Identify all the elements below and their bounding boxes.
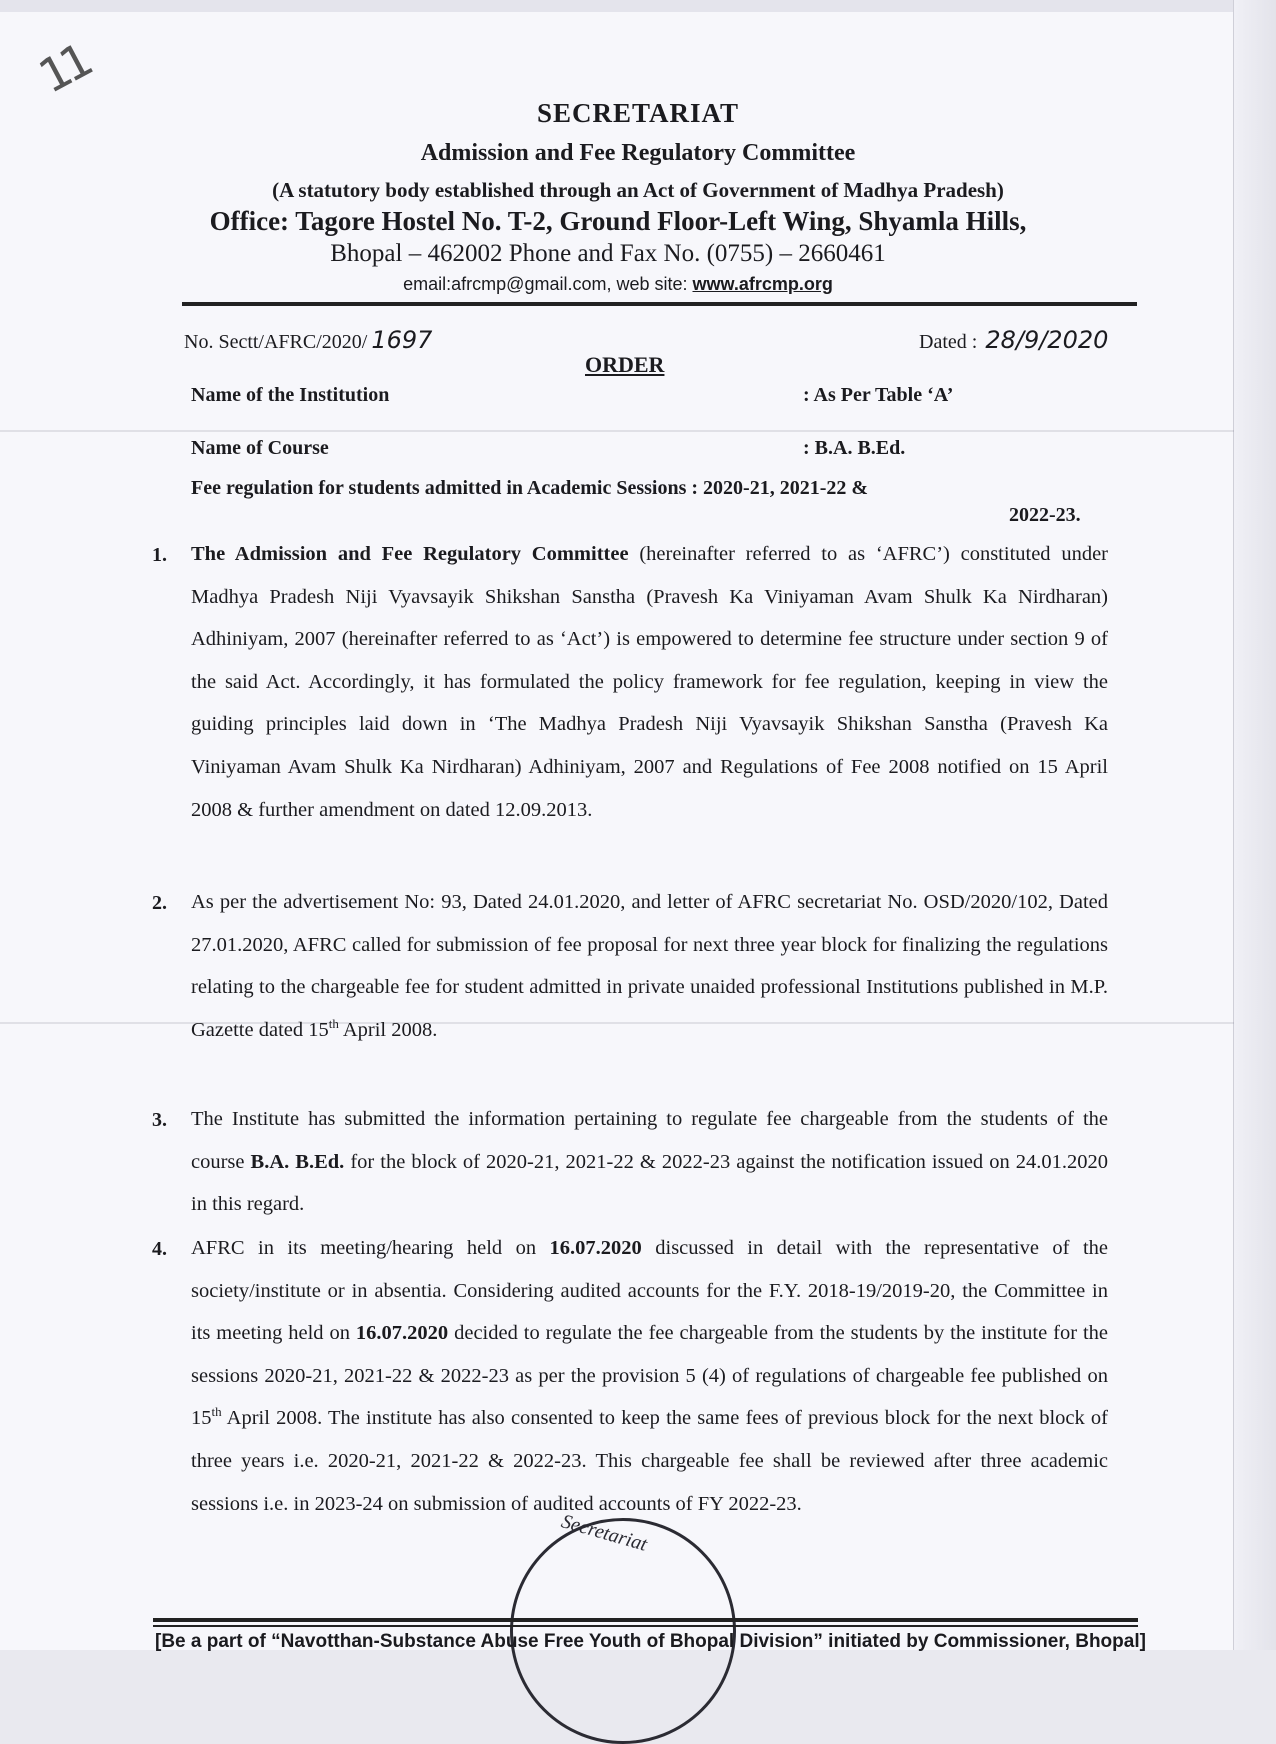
footer-rule-thin <box>153 1625 1138 1627</box>
contact-line <box>0 274 1256 295</box>
paragraph-1-lead: The Admission and Fee Regulatory Committee <box>191 543 629 565</box>
paragraph-3 <box>191 1098 1108 1226</box>
paragraph-2 <box>191 881 1108 1051</box>
website-link[interactable]: www.afrcmp.org <box>692 274 833 294</box>
paragraph-4-text-c: decided to regulate the fee chargeable from the students by the institute for the sessions 2020-21, 2021-22 & 2022-23 as per the provision 5 (4) of regulations of chargeable fee published on 15 <box>191 1322 1108 1430</box>
paragraph-4-date-b: 16.07.2020 <box>355 1322 449 1345</box>
paragraph-3-course: B.A. B.Ed. <box>250 1150 345 1173</box>
footer-rule <box>153 1618 1138 1622</box>
institution-label: Name of the Institution <box>191 384 390 406</box>
paragraph-2-text-b: April 2008. <box>338 1018 438 1041</box>
paragraph-number: 1. <box>152 544 167 566</box>
paragraph-2-text-a: As per the advertisement No: 93, Dated 24.01.2020, and letter of AFRC secretariat No. OSD/2020/102, Dated 27.01.2020, AFRC called for submission of fee proposal for next three year block for finalizing the regulations relating to the chargeable fee for student admitted in private unaided professional Institutions published in M.P. Gazette dated 15 <box>191 891 1108 1041</box>
paragraph-number: 4. <box>152 1238 167 1260</box>
handwritten-reference: 1697 <box>371 326 433 354</box>
order-heading: ORDER <box>585 352 665 377</box>
paragraph-number: 3. <box>152 1109 167 1131</box>
paragraph-1 <box>191 533 1108 831</box>
fee-regulation-line-cont: 2022-23. <box>1009 504 1081 526</box>
scan-top-edge <box>0 0 1276 12</box>
fee-regulation-line: Fee regulation for students admitted in Academic Sessions : 2020-21, 2021-22 & <box>191 477 869 499</box>
reference-number <box>184 326 432 354</box>
order-date <box>919 326 1108 354</box>
paragraph-4-text-d: April 2008. The institute has also consented to keep the same fees of previous block for the next block of three years i.e. 2020-21, 2021-22 & 2022-23. This chargeable fee shall be reviewed after three academic sessions i.e. in 2023-24 on submission of audited accounts of FY 2022-23. <box>191 1407 1108 1515</box>
paragraph-number: 2. <box>152 892 167 914</box>
secretariat-title: SECRETARIAT <box>536 98 740 128</box>
institution-value: : As Per Table ‘A’ <box>803 384 954 406</box>
handwritten-page-number: 11 <box>30 34 97 104</box>
paper-fold-line <box>0 430 1234 432</box>
paragraph-4-sup: th <box>211 1404 222 1420</box>
office-address: Office: Tagore Hostel No. T-2, Ground Floor-Left Wing, Shyamla Hills, <box>209 206 1027 236</box>
course-value: : B.A. B.Ed. <box>803 437 906 459</box>
paragraph-1-text: (hereinafter referred to as ‘AFRC’) constituted under Madhya Pradesh Niji Vyavsayik Shikshan Sanstha (Pravesh Ka Viniyaman Avam Shulk Ka Nirdharan) Adhiniyam, 2007 (hereinafter referred to as ‘Act’) is empowered to determine fee structure under section 9 of the said Act. Accordingly, it has formulated the policy framework for fee regulation, keeping in view the guiding principles laid down in ‘The Madhya Pradesh Niji Vyavsayik Shikshan Sanstha (Pravesh Ka Viniyaman Avam Shulk Ka Nirdharan) Adhiniyam, 2007 and Regulations of Fee 2008 notified on 15 April 2008 & further amendment on dated 12.09.2013. <box>191 543 1108 821</box>
committee-name: Admission and Fee Regulatory Committee <box>420 140 856 166</box>
seal-text: Secretariat <box>558 1510 650 1556</box>
paragraph-3-text-b: for the block of 2020-21, 2021-22 & 2022-23 against the notification issued on 24.01.2020 in this regard. <box>191 1150 1108 1216</box>
paragraph-4 <box>191 1227 1108 1525</box>
paragraph-4-date-a: 16.07.2020 <box>549 1237 642 1259</box>
email-text: email:afrcmp@gmail.com, web site: <box>403 274 693 294</box>
paragraph-3-text-a: The Institute has submitted the information pertaining to regulate fee chargeable from the students of the course <box>191 1108 1108 1173</box>
header-rule <box>182 302 1137 306</box>
footer-note: [Be a part of “Navotthan-Substance Abuse Free Youth of Bhopal Division” initiated by Commissioner, Bhopal] <box>155 1631 1146 1652</box>
course-label: Name of Course <box>191 437 329 459</box>
reference-label: No. Sectt/AFRC/2020/ <box>184 331 368 353</box>
city-phone: Bhopal – 462002 Phone and Fax No. (0755) – 2660461 <box>330 240 886 267</box>
paragraph-4-text-a: AFRC in its meeting/hearing held on <box>191 1237 550 1259</box>
handwritten-date: 28/9/2020 <box>985 326 1109 354</box>
statutory-note: (A statutory body established through an Act of Government of Madhya Pradesh) <box>272 178 1004 202</box>
paragraph-2-sup: th <box>328 1015 339 1031</box>
paragraph-4-text-b: discussed in detail with the representative of the society/institute or in absentia. Considering audited accounts for the F.Y. 2018-19/2019-20, the Committee in its meeting held on <box>191 1237 1108 1345</box>
dated-label: Dated : <box>919 331 978 353</box>
